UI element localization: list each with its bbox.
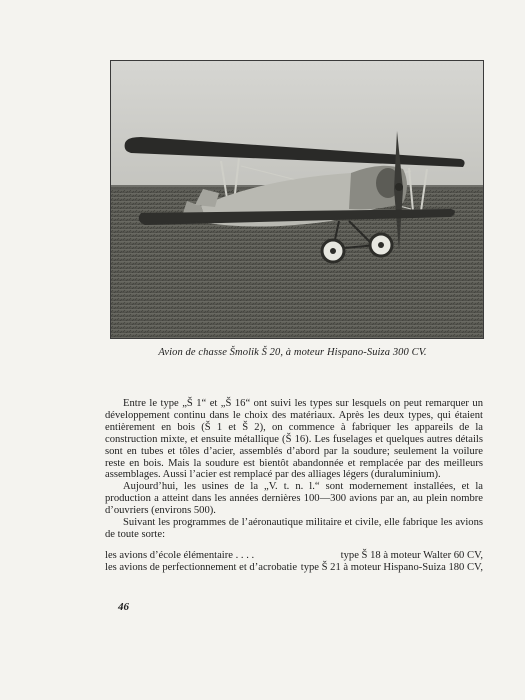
aircraft-photo — [110, 60, 484, 339]
list-item-value: type Š 18 à moteur Walter 60 CV, — [340, 549, 483, 561]
paragraph: Aujourd’hui, les usines de la „V. t. n. l.“ sont modernement installées, et la production a atteint dans les années dernières 100—300 avions par an, au plein nombre d’ouvriers (environs 500). — [105, 481, 483, 517]
paragraph: Entre le type „Š 1“ et „Š 16“ ont suivi les types sur lesquels on peut remarquer un développement continu dans le choix des matériaux. Après les deux types, qui étaient entièrement en bois (Š 1 et Š 2), on commence à fabriquer les appareils de la construction mixte, et ensuite métallique (Š 16). Les fuselages et quelques autres détails sont en tubes et tôles d’acier, assemblés d’abord par la soudure; seulement la voilure reste en bois. Mais la soudure est bientôt abandonnée et remplacée par des meilleurs assemblages. Aussi l’acier est remplacé par des alliages légers (duraluminium). — [105, 398, 483, 481]
list-item — [105, 562, 483, 574]
list-item-label: les avions de perfectionnement et d’acrobatie — [105, 561, 298, 573]
list-item — [105, 550, 483, 562]
figure-caption: Avion de chasse Šmolik Š 20, à moteur Hispano-Suiza 300 CV. — [158, 347, 427, 358]
body-text — [105, 398, 483, 574]
list-item-value: type Š 21 à moteur Hispano-Suiza 180 CV, — [300, 561, 483, 573]
aircraft-illustration — [111, 61, 483, 338]
paragraph: Suivant les programmes de l’aéronautique militaire et civile, elle fabrique les avions de toute sorte: — [105, 517, 483, 540]
list-item-label: les avions d’école élémentaire . . . . — [105, 549, 255, 561]
page-number: 46 — [118, 601, 129, 613]
